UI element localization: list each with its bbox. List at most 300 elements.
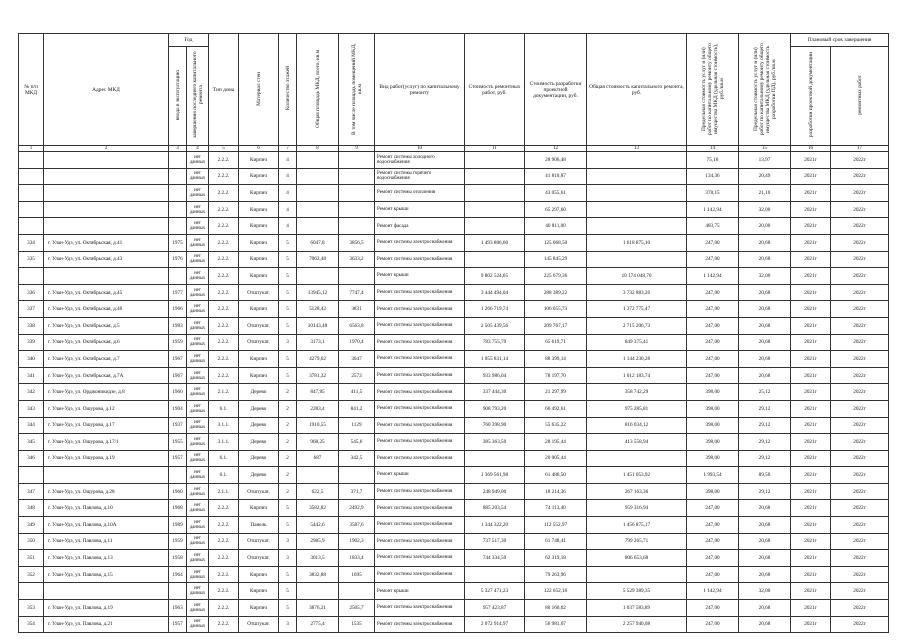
premises-area-cell — [339, 168, 375, 185]
wall-material-cell: Дерево — [239, 434, 279, 451]
house-type-cell: 2.2.2. — [209, 284, 239, 301]
table-row — [19, 367, 889, 384]
unit-cost-cell: 247,00 — [687, 600, 739, 617]
deadline-works-cell: 2022г — [831, 450, 889, 467]
house-type-cell: 2.2.2. — [209, 600, 239, 617]
unit-cost-design-cell: 32,00 — [739, 201, 791, 218]
wall-material-cell: Дерево — [239, 467, 279, 484]
year-built-cell: 1937 — [169, 417, 187, 434]
premises-area-cell — [339, 583, 375, 600]
work-type-cell: Ремонт крыши — [375, 201, 465, 218]
unit-cost-design-cell: 29,12 — [739, 400, 791, 417]
total-area-cell: 4279,62 — [297, 351, 339, 368]
design-cost-cell: 41 810,87 — [525, 168, 587, 185]
deadline-works-cell: 2022г — [831, 251, 889, 268]
row-number: 337 — [19, 301, 44, 318]
column-number: 2 — [44, 146, 169, 152]
premises-area-cell — [339, 218, 375, 235]
work-type-cell: Ремонт системы электроснабжения — [375, 417, 465, 434]
total-area-cell: 3781,32 — [297, 367, 339, 384]
table-row — [19, 185, 889, 202]
work-type-cell: Ремонт фасада — [375, 218, 465, 235]
deadline-design-cell: 2021г — [791, 284, 831, 301]
year-built-cell: 1989 — [169, 517, 187, 534]
floors-cell: 5 — [279, 500, 297, 517]
year-repair-cell: нет данных — [187, 351, 209, 368]
total-cost-cell: 2 715 206,73 — [587, 317, 687, 334]
house-type-cell: 2.1.1. — [209, 483, 239, 500]
wall-material-cell: Дерево — [239, 417, 279, 434]
column-number: 6 — [239, 146, 279, 152]
repair-cost-cell: 1 055 831,14 — [465, 351, 525, 368]
wall-material-cell: Кирпич — [239, 201, 279, 218]
address-cell — [44, 218, 169, 235]
total-cost-cell: 1 372 775,47 — [587, 301, 687, 318]
year-built-cell: 1958 — [169, 550, 187, 567]
wall-material-cell: Кирпич — [239, 185, 279, 202]
repair-cost-cell: 248 949,00 — [465, 483, 525, 500]
house-type-cell: 2.2.2. — [209, 517, 239, 534]
work-type-cell: Ремонт системы отопления — [375, 185, 465, 202]
table-row — [19, 301, 889, 318]
row-number: 352 — [19, 566, 44, 583]
row-number — [19, 168, 44, 185]
column-number: 8 — [297, 146, 339, 152]
deadline-works-cell: 2022г — [831, 483, 889, 500]
total-area-cell: 13945,12 — [297, 284, 339, 301]
year-repair-cell: нет данных — [187, 334, 209, 351]
column-number: 13 — [587, 146, 687, 152]
deadline-works-cell: 2022г — [831, 434, 889, 451]
table-row — [19, 500, 889, 517]
row-number: 339 — [19, 334, 44, 351]
row-number: 348 — [19, 500, 44, 517]
floors-cell: 5 — [279, 351, 297, 368]
year-built-cell — [169, 201, 187, 218]
floors-cell: 3 — [279, 533, 297, 550]
deadline-works-cell: 2022г — [831, 284, 889, 301]
floors-cell: 3 — [279, 334, 297, 351]
premises-area-cell — [339, 268, 375, 285]
deadline-works-cell: 2022г — [831, 168, 889, 185]
address-cell — [44, 185, 169, 202]
wall-material-cell: Кирпич — [239, 301, 279, 318]
year-built-cell: 1966 — [169, 301, 187, 318]
repair-cost-cell: 2 072 914,97 — [465, 616, 525, 633]
total-area-cell: 2985,9 — [297, 533, 339, 550]
house-type-cell: 2.2.2. — [209, 268, 239, 285]
house-type-cell: 2.2.2. — [209, 301, 239, 318]
design-cost-cell: 56 981,67 — [525, 616, 587, 633]
deadline-works-cell: 2022г — [831, 152, 889, 169]
table-row — [19, 417, 889, 434]
header-unit-cost: Предельная стоимость услуг и (или) работ по капитальному ремонту общего имущества МКД (удельная стоимость), руб./кв.м — [687, 34, 739, 146]
year-repair-cell: нет данных — [187, 550, 209, 567]
header-deadline-design: разработки проектной документации — [791, 47, 831, 146]
premises-area-cell: 1833,4 — [339, 550, 375, 567]
year-built-cell: 1976 — [169, 251, 187, 268]
address-cell — [44, 152, 169, 169]
premises-area-cell: 6563,8 — [339, 317, 375, 334]
header-design-cost: Стоимость разработки проектной документации, руб. — [525, 34, 587, 146]
wall-material-cell: Отштукат. — [239, 550, 279, 567]
floors-cell: 5 — [279, 268, 297, 285]
table-row — [19, 566, 889, 583]
house-type-cell: 2.2.2. — [209, 334, 239, 351]
deadline-works-cell: 2022г — [831, 500, 889, 517]
work-type-cell: Ремонт системы холодного водоснабжения — [375, 152, 465, 169]
wall-material-cell: Кирпич — [239, 168, 279, 185]
year-built-cell — [169, 268, 187, 285]
header-year-built: ввода в эксплуатацию — [169, 47, 187, 146]
design-cost-cell: 61 486,50 — [525, 467, 587, 484]
year-repair-cell: нет данных — [187, 284, 209, 301]
floors-cell: 2 — [279, 467, 297, 484]
year-repair-cell: нет данных — [187, 434, 209, 451]
unit-cost-design-cell: 20,68 — [739, 600, 791, 617]
wall-material-cell: Кирпич — [239, 600, 279, 617]
work-type-cell: Ремонт системы электроснабжения — [375, 600, 465, 617]
total-cost-cell: 1 451 053,92 — [587, 467, 687, 484]
premises-area-cell: 411,5 — [339, 384, 375, 401]
repair-cost-cell: 885 203,54 — [465, 500, 525, 517]
unit-cost-cell: 398,00 — [687, 417, 739, 434]
deadline-works-cell: 2022г — [831, 517, 889, 534]
total-area-cell: 6047,8 — [297, 234, 339, 251]
deadline-works-cell: 2022г — [831, 351, 889, 368]
year-built-cell: 1957 — [169, 616, 187, 633]
house-type-cell: 2.2.2. — [209, 500, 239, 517]
row-number: 342 — [19, 384, 44, 401]
deadline-design-cell: 2021г — [791, 185, 831, 202]
repair-cost-cell: 1 493 806,60 — [465, 234, 525, 251]
deadline-design-cell: 2021г — [791, 417, 831, 434]
total-cost-cell: 1 618 875,10 — [587, 234, 687, 251]
row-number — [19, 201, 44, 218]
unit-cost-cell: 247,00 — [687, 500, 739, 517]
deadline-works-cell: 2022г — [831, 185, 889, 202]
wall-material-cell: Дерево — [239, 450, 279, 467]
row-number: 336 — [19, 284, 44, 301]
table-row — [19, 317, 889, 334]
premises-area-cell: 3047 — [339, 351, 375, 368]
unit-cost-cell: 1 993,54 — [687, 467, 739, 484]
address-cell: г. Улан-Удэ, ул. Октябрьская, д.45 — [44, 284, 169, 301]
wall-material-cell: Панель — [239, 517, 279, 534]
wall-material-cell: Отштукат. — [239, 284, 279, 301]
repair-cost-cell — [465, 450, 525, 467]
unit-cost-design-cell: 20,68 — [739, 550, 791, 567]
repair-cost-cell: 337 444,30 — [465, 384, 525, 401]
design-cost-cell: 66 492,61 — [525, 400, 587, 417]
unit-cost-cell: 247,00 — [687, 301, 739, 318]
row-number: 345 — [19, 434, 44, 451]
total-cost-cell: 849 375,41 — [587, 334, 687, 351]
work-type-cell: Ремонт системы электроснабжения — [375, 434, 465, 451]
table-row — [19, 400, 889, 417]
header-house-type: Тип дома — [209, 34, 239, 146]
address-cell: г. Улан-Удэ, ул. Ошурова, д.12 — [44, 400, 169, 417]
deadline-design-cell: 2021г — [791, 583, 831, 600]
unit-cost-design-cell: 29,12 — [739, 483, 791, 500]
unit-cost-design-cell: 20,68 — [739, 616, 791, 633]
total-area-cell: 3832,88 — [297, 566, 339, 583]
house-type-cell: 2.2.2. — [209, 218, 239, 235]
year-built-cell: 1963 — [169, 600, 187, 617]
design-cost-cell: 28 906,48 — [525, 152, 587, 169]
unit-cost-cell: 134,36 — [687, 168, 739, 185]
premises-area-cell — [339, 201, 375, 218]
design-cost-cell: 62 319,18 — [525, 550, 587, 567]
deadline-design-cell: 2021г — [791, 550, 831, 567]
design-cost-cell: 112 552,97 — [525, 517, 587, 534]
repair-cost-cell: 908 793,20 — [465, 400, 525, 417]
deadline-works-cell: 2022г — [831, 417, 889, 434]
house-type-cell: 2.2.2. — [209, 367, 239, 384]
work-type-cell: Ремонт системы горячего водоснабжения — [375, 168, 465, 185]
total-area-cell: 3876,21 — [297, 600, 339, 617]
work-type-cell: Ремонт крыши — [375, 467, 465, 484]
premises-area-cell: 545,6 — [339, 434, 375, 451]
unit-cost-cell: 247,00 — [687, 550, 739, 567]
deadline-design-cell: 2021г — [791, 450, 831, 467]
floors-cell: 2 — [279, 417, 297, 434]
unit-cost-design-cell: 20,68 — [739, 234, 791, 251]
row-number — [19, 218, 44, 235]
design-cost-cell: 65 297,60 — [525, 201, 587, 218]
unit-cost-cell: 398,00 — [687, 450, 739, 467]
total-area-cell: 3013,5 — [297, 550, 339, 567]
column-number: 12 — [525, 146, 587, 152]
header-wall-material: Материал стен — [239, 34, 279, 146]
design-cost-cell: 65 619,71 — [525, 334, 587, 351]
total-cost-cell: 975 285,81 — [587, 400, 687, 417]
wall-material-cell: Дерево — [239, 384, 279, 401]
address-cell — [44, 583, 169, 600]
house-type-cell: 2.2.2. — [209, 550, 239, 567]
column-number: 3 — [169, 146, 187, 152]
design-cost-cell: 40 811,00 — [525, 218, 587, 235]
table-body — [19, 152, 889, 633]
year-repair-cell: нет данных — [187, 185, 209, 202]
unit-cost-design-cell: 21,10 — [739, 185, 791, 202]
work-type-cell: Ремонт системы электроснабжения — [375, 384, 465, 401]
year-repair-cell: нет данных — [187, 600, 209, 617]
year-repair-cell: нет данных — [187, 583, 209, 600]
year-repair-cell: нет данных — [187, 517, 209, 534]
floors-cell: 4 — [279, 218, 297, 235]
wall-material-cell: Кирпич — [239, 351, 279, 368]
work-type-cell: Ремонт системы электроснабжения — [375, 234, 465, 251]
wall-material-cell: Кирпич — [239, 583, 279, 600]
deadline-design-cell: 2021г — [791, 201, 831, 218]
deadline-works-cell: 2022г — [831, 533, 889, 550]
table-row — [19, 218, 889, 235]
floors-cell: 5 — [279, 600, 297, 617]
deadline-works-cell: 2022г — [831, 301, 889, 318]
unit-cost-cell: 247,00 — [687, 334, 739, 351]
deadline-design-cell: 2021г — [791, 351, 831, 368]
repair-cost-cell: 1 369 561,98 — [465, 467, 525, 484]
table-row — [19, 600, 889, 617]
total-cost-cell: 2 257 940,08 — [587, 616, 687, 633]
row-number: 347 — [19, 483, 44, 500]
table-row — [19, 152, 889, 169]
premises-area-cell: 342,5 — [339, 450, 375, 467]
unit-cost-design-cell: 20,68 — [739, 367, 791, 384]
column-number: 4 — [187, 146, 209, 152]
header-premises-area: В том числе площадь помещений МКД, кв.м — [339, 34, 375, 146]
design-cost-cell: 80 160,02 — [525, 600, 587, 617]
unit-cost-design-cell: 20,68 — [739, 517, 791, 534]
premises-area-cell: 2492,9 — [339, 500, 375, 517]
work-type-cell: Ремонт системы электроснабжения — [375, 483, 465, 500]
house-type-cell: 6.1. — [209, 467, 239, 484]
year-built-cell — [169, 152, 187, 169]
work-type-cell: Ремонт системы электроснабжения — [375, 566, 465, 583]
header-work-type: Вид работ(услуг) по капитальному ремонту — [375, 34, 465, 146]
total-cost-cell: 358 742,29 — [587, 384, 687, 401]
total-area-cell: 5442,6 — [297, 517, 339, 534]
house-type-cell: 2.2.2. — [209, 185, 239, 202]
total-cost-cell: 10 174 048,70 — [587, 268, 687, 285]
row-number — [19, 152, 44, 169]
row-number: 353 — [19, 600, 44, 617]
design-cost-cell: 61 748,41 — [525, 533, 587, 550]
premises-area-cell: 841,2 — [339, 400, 375, 417]
design-cost-cell: 55 635,22 — [525, 417, 587, 434]
unit-cost-cell: 398,00 — [687, 384, 739, 401]
row-number — [19, 467, 44, 484]
table-row — [19, 616, 889, 633]
house-type-cell: 3.1.1. — [209, 417, 239, 434]
unit-cost-cell: 247,00 — [687, 234, 739, 251]
total-cost-cell — [587, 566, 687, 583]
repair-cost-cell — [465, 201, 525, 218]
year-repair-cell: нет данных — [187, 467, 209, 484]
year-built-cell: 1959 — [169, 533, 187, 550]
work-type-cell: Ремонт крыши — [375, 583, 465, 600]
wall-material-cell: Отштукат. — [239, 616, 279, 633]
table-header — [19, 34, 889, 152]
unit-cost-cell: 247,00 — [687, 251, 739, 268]
deadline-design-cell: 2021г — [791, 367, 831, 384]
table-row — [19, 483, 889, 500]
deadline-works-cell: 2022г — [831, 367, 889, 384]
year-built-cell — [169, 467, 187, 484]
unit-cost-cell: 247,00 — [687, 616, 739, 633]
total-cost-cell — [587, 450, 687, 467]
deadline-works-cell: 2022г — [831, 334, 889, 351]
year-built-cell: 1968 — [169, 500, 187, 517]
total-area-cell: 7062,48 — [297, 251, 339, 268]
total-area-cell — [297, 168, 339, 185]
floors-cell: 3 — [279, 616, 297, 633]
address-cell: г. Улан-Удэ, ул. Павлова, д.10А — [44, 517, 169, 534]
address-cell: г. Улан-Удэ, ул. Ошурова, д.17/1 — [44, 434, 169, 451]
design-cost-cell: 78 197,70 — [525, 367, 587, 384]
repair-cost-cell: 9 802 524,05 — [465, 268, 525, 285]
deadline-works-cell: 2022г — [831, 384, 889, 401]
total-area-cell: 2283,4 — [297, 400, 339, 417]
year-built-cell: 1977 — [169, 284, 187, 301]
column-number: 5 — [209, 146, 239, 152]
deadline-design-cell: 2021г — [791, 168, 831, 185]
column-number: 10 — [375, 146, 465, 152]
premises-area-cell: 1695 — [339, 566, 375, 583]
total-cost-cell: 799 265,71 — [587, 533, 687, 550]
row-number: 343 — [19, 400, 44, 417]
total-cost-cell — [587, 251, 687, 268]
header-year-last-repair: завершения последнего капитального ремонта — [187, 47, 209, 146]
design-cost-cell: 225 679,36 — [525, 268, 587, 285]
deadline-design-cell: 2021г — [791, 517, 831, 534]
year-built-cell — [169, 583, 187, 600]
address-cell: г. Улан-Удэ, ул. Октябрьская, д.7А — [44, 367, 169, 384]
unit-cost-cell: 1 142,94 — [687, 583, 739, 600]
deadline-design-cell: 2021г — [791, 317, 831, 334]
unit-cost-cell: 483,75 — [687, 218, 739, 235]
house-type-cell: 2.2.2. — [209, 566, 239, 583]
address-cell: г. Улан-Удэ, ул. Павлова, д.21 — [44, 616, 169, 633]
year-repair-cell: нет данных — [187, 616, 209, 633]
house-type-cell: 6.1. — [209, 400, 239, 417]
address-cell: г. Улан-Удэ, ул. Павлова, д.15 — [44, 566, 169, 583]
unit-cost-cell: 247,00 — [687, 317, 739, 334]
address-cell: г. Улан-Удэ, ул. Павлова, д.10 — [44, 500, 169, 517]
floors-cell: 4 — [279, 152, 297, 169]
unit-cost-cell: 247,00 — [687, 533, 739, 550]
unit-cost-design-cell: 25,12 — [739, 384, 791, 401]
work-type-cell: Ремонт системы электроснабжения — [375, 334, 465, 351]
premises-area-cell: 3633,2 — [339, 251, 375, 268]
column-number: 7 — [279, 146, 297, 152]
repair-cost-cell — [465, 152, 525, 169]
unit-cost-design-cell: 32,00 — [739, 268, 791, 285]
total-cost-cell — [587, 152, 687, 169]
premises-area-cell: 1970,4 — [339, 334, 375, 351]
design-cost-cell: 209 767,17 — [525, 317, 587, 334]
address-cell: г. Улан-Удэ, ул. Ошурова, д.17 — [44, 417, 169, 434]
unit-cost-design-cell: 20,68 — [739, 351, 791, 368]
year-repair-cell: нет данных — [187, 367, 209, 384]
address-cell: г. Улан-Удэ, ул. Октябрьская, д.43 — [44, 251, 169, 268]
unit-cost-cell: 247,00 — [687, 566, 739, 583]
total-area-cell: 10143,48 — [297, 317, 339, 334]
house-type-cell: 2.2.2. — [209, 351, 239, 368]
repair-cost-cell: 760 398,90 — [465, 417, 525, 434]
wall-material-cell: Кирпич — [239, 234, 279, 251]
table-row — [19, 268, 889, 285]
year-repair-cell: нет данных — [187, 152, 209, 169]
year-built-cell: 1967 — [169, 367, 187, 384]
floors-cell: 4 — [279, 185, 297, 202]
total-cost-cell: 1 456 875,17 — [587, 517, 687, 534]
floors-cell: 5 — [279, 301, 297, 318]
column-number: 15 — [739, 146, 791, 152]
repair-cost-cell: 2 505 439,56 — [465, 317, 525, 334]
house-type-cell: 2.2.2. — [209, 201, 239, 218]
deadline-design-cell: 2021г — [791, 600, 831, 617]
floors-cell: 2 — [279, 450, 297, 467]
unit-cost-cell: 247,00 — [687, 351, 739, 368]
floors-cell: 5 — [279, 284, 297, 301]
deadline-works-cell: 2022г — [831, 218, 889, 235]
year-repair-cell: нет данных — [187, 251, 209, 268]
header-year-group: Год — [169, 34, 209, 47]
year-built-cell: 1964 — [169, 566, 187, 583]
floors-cell: 4 — [279, 201, 297, 218]
